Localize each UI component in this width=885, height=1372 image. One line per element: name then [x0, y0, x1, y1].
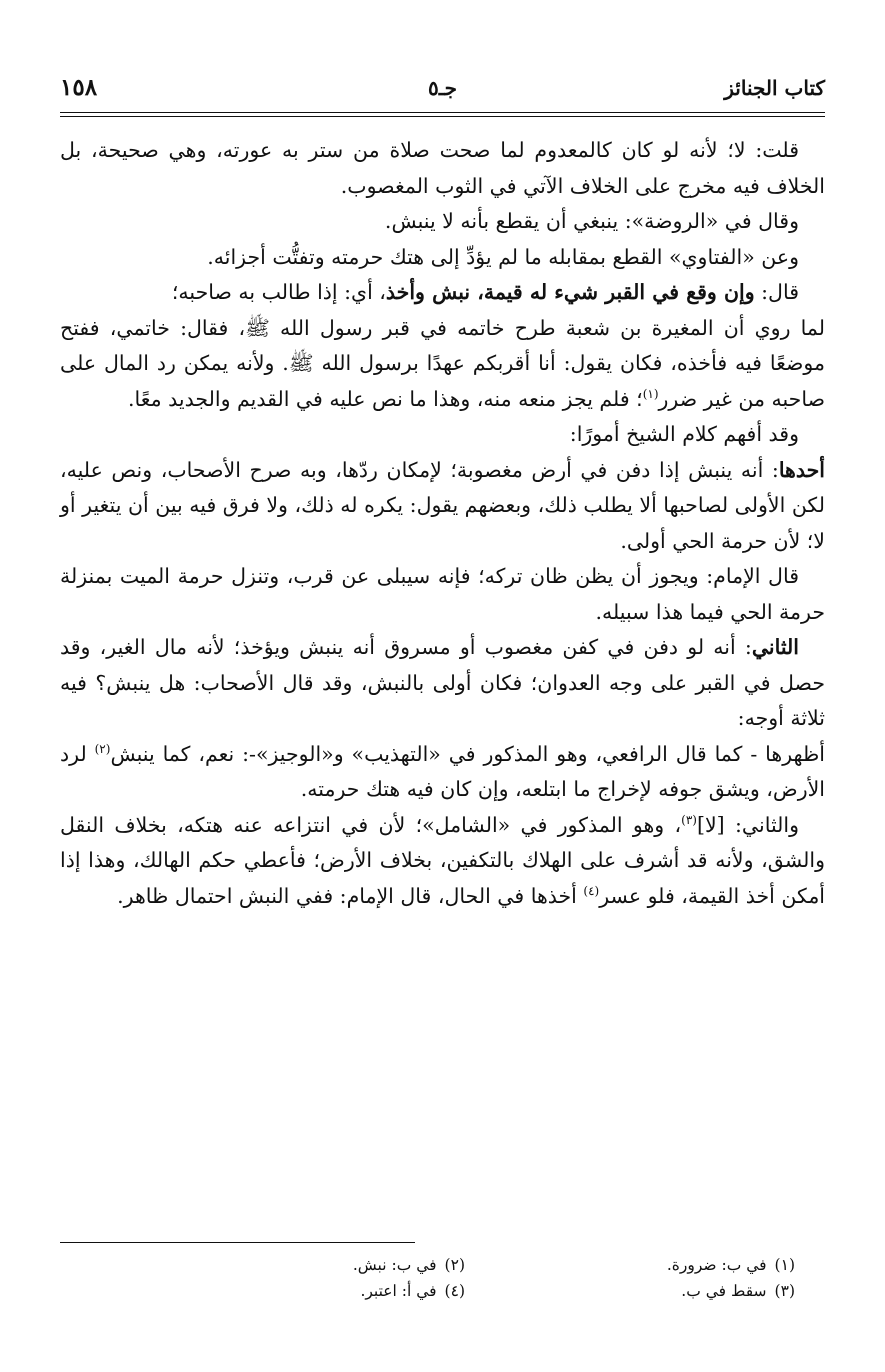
paragraph-4: [60, 275, 825, 311]
body-text: [60, 133, 825, 914]
paragraph-2: وقال في «الروضة»: ينبغي أن يقطع بأنه لا ينبش.: [384, 209, 799, 233]
paragraph-11: [60, 808, 825, 915]
footnote-1: [495, 1252, 825, 1278]
footnote-text: في ب: نبش.: [352, 1256, 437, 1274]
paragraph-8: قال الإمام: ويجوز أن يظن ظان تركه؛ فإنه سيبلى عن قرب، وتنزل حرمة الميت بمنزلة حرمة الحي فيما هذا سبيله.: [60, 564, 825, 624]
footnote-2: [165, 1252, 495, 1278]
footnote-ref-3[interactable]: (٣): [681, 812, 697, 827]
footnote-ref-1[interactable]: (١): [642, 386, 659, 401]
footnote-row: [60, 1278, 825, 1304]
paragraph-7-text: : أنه ينبش إذا دفن في أرض مغصوبة؛ لإمكان ردّها، وبه صرح الأصحاب، ونص عليه، لكن الأولى لصاحبها ألا يطلب ذلك، وبعضهم يقول: يكره له ذلك، ولا فرق فيه بين أن يتغير أو لا؛ لأن حرمة الحي أولى.: [60, 457, 825, 553]
point-heading-first: أحدها: [778, 457, 825, 482]
paragraph-9: [60, 630, 825, 737]
paragraph-10-text: أظهرها - كما قال الرافعي، وهو المذكور في «التهذيب» و«الوجيز»-: نعم، كما ينبش: [110, 741, 826, 766]
footnote-text: في ب: ضرورة.: [666, 1256, 767, 1274]
paragraph-10: [60, 737, 825, 808]
book-title: كتاب الجنائز: [724, 76, 825, 100]
paragraph-9-text: : أنه لو دفن في كفن مغصوب أو مسروق أنه ينبش ويؤخذ؛ لأنه مال الغير، وقد حصل في القبر على وجه العدوان؛ فكان أولى بالنبش، وقد قال الأصحاب: هل ينبش؟ فيه ثلاثة أوجه:: [60, 635, 825, 730]
footnotes: [60, 1252, 825, 1304]
paragraph-5-text-end: ؛ فلم يجز منعه منه، وهذا ما نص عليه في القديم والجديد معًا.: [128, 386, 643, 411]
footnote-text: سقط في ب.: [681, 1282, 767, 1300]
paragraph-11-text: والثاني: [لا]: [696, 812, 799, 837]
volume-label: جـ٥: [428, 76, 457, 100]
paragraph-11-text-end: أخذها في الحال، قال الإمام: ففي النبش احتمال ظاهر.: [117, 883, 584, 908]
footnote-number: (٤): [444, 1282, 465, 1300]
paragraph-10-text-end: لرد الأرض، ويشق جوفه لإخراج ما ابتلعه، وإن كان فيه هتك حرمته.: [60, 741, 825, 801]
footnote-3: [495, 1278, 825, 1304]
footnote-ref-4[interactable]: (٤): [583, 883, 600, 898]
footnote-row: [60, 1252, 825, 1278]
header-rule: [60, 112, 825, 113]
page-number: ١٥٨: [60, 74, 98, 101]
footnote-4: [165, 1278, 495, 1304]
paragraph-7: [60, 453, 825, 560]
footnote-separator: [60, 1242, 415, 1243]
paragraph-5-text: لما روي أن المغيرة بن شعبة طرح خاتمه في قبر رسول الله ﷺ، فقال: خاتمي، ففتح موضعًا فيه فأخذه، فكان يقول: أنا أقربكم عهدًا برسول الله ﷺ. ولأنه يمكن رد المال على صاحبه من غير ضرر: [60, 315, 825, 411]
paragraph-3: وعن «الفتاوي» القطع بمقابله ما لم يؤدِّ إلى هتك حرمته وتفتُّت أجزائه.: [207, 244, 799, 269]
footnote-number: (١): [774, 1256, 795, 1274]
paragraph-1: قلت: لا؛ لأنه لو كان كالمعدوم لما صحت صلاة من ستر به عورته، وهي صحيحة، بل الخلاف فيه مخرج على الخلاف الآتي في الثوب المغصوب.: [60, 138, 825, 198]
matn-quote: وإن وقع في القبر شيء له قيمة، نبش وأخذ: [385, 280, 755, 304]
footnote-number: (٣): [774, 1282, 795, 1300]
footnote-text: في أ: اعتبر.: [360, 1282, 437, 1300]
paragraph-5: [60, 311, 825, 418]
footnote-number: (٢): [444, 1256, 465, 1274]
footnote-ref-2[interactable]: (٢): [94, 741, 111, 756]
document-page: [60, 70, 826, 1300]
page-header: [60, 70, 825, 110]
paragraph-6: وقد أفهم كلام الشيخ أمورًا:: [569, 422, 799, 446]
point-heading-second: الثاني: [751, 635, 799, 659]
header-rule-secondary: [60, 116, 825, 117]
paragraph-4-prefix: قال:: [754, 280, 799, 304]
paragraph-4-suffix: ، أي: إذا طالب به صاحبه؛: [171, 280, 386, 304]
paragraph-11-text-mid: ، وهو المذكور في «الشامل»؛ لأن في انتزاعه عنه هتكه، بخلاف النقل والشق، ولأنه قد أشرف على الهلاك بالتكفين، بخلاف الأرض؛ فأعطي حكم الهالك، وهذا إذا أمكن أخذ القيمة، فلو عسر: [60, 812, 825, 908]
